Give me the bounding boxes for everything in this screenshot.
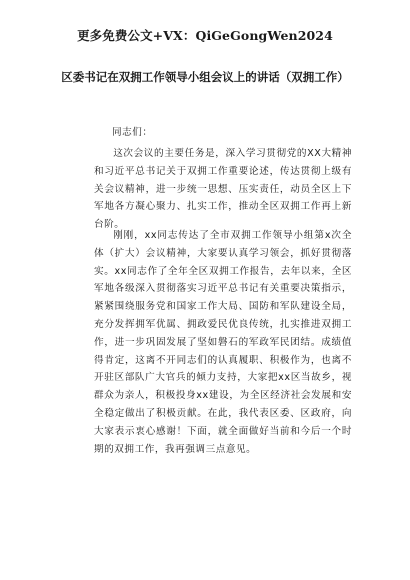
watermark-header: 更多免费公文+VX：QiGeGongWen2024 xyxy=(77,28,333,43)
document-title: 区委书记在双拥工作领导小组会议上的讲话（双拥工作） xyxy=(61,70,349,84)
paragraph-text: 这次会议的主要任务是，深入学习贯彻党的XX大精神和习近平总书记关于双拥工作重要论述，传达贯彻上级有关会议精神，进一步统一思想、压实责任，动员全区上下军地各方凝心聚力、扎实工作，推动全区双拥工作再上新台阶。 xyxy=(94,148,352,231)
body-paragraph xyxy=(94,227,352,458)
paragraph-text: 刚刚，xx同志传达了全市双拥工作领导小组第x次全体（扩大）会议精神，大家要认真学习领会，抓好贯彻落实。xx同志作了全年全区双拥工作报告，去年以来，全区军地各级深入贯彻落实习近平总书记有关重要决策指示，紧紧围绕服务党和国家工作大局、国防和军队建设全局，充分发挥拥军优属、拥政爱民优良传统，扎实推进双拥工作，进一步巩固发展了坚如磐石的军政军民团结。成绩值得肯定，这离不开同志们的认真履职、积极作为，也离不开驻区部队广大官兵的倾力支持，大家把xx区当故乡，视群众为亲人，积极投身xx建设，为全区经济社会发展和安全稳定做出了积极贡献。在此，我代表区委、区政府，向大家表示衷心感谢！下面，就全面做好当前和今后一个时期的双拥工作，我再强调三点意见。 xyxy=(94,230,352,455)
salutation: 同志们： xyxy=(112,127,153,138)
body-paragraph xyxy=(94,145,352,234)
